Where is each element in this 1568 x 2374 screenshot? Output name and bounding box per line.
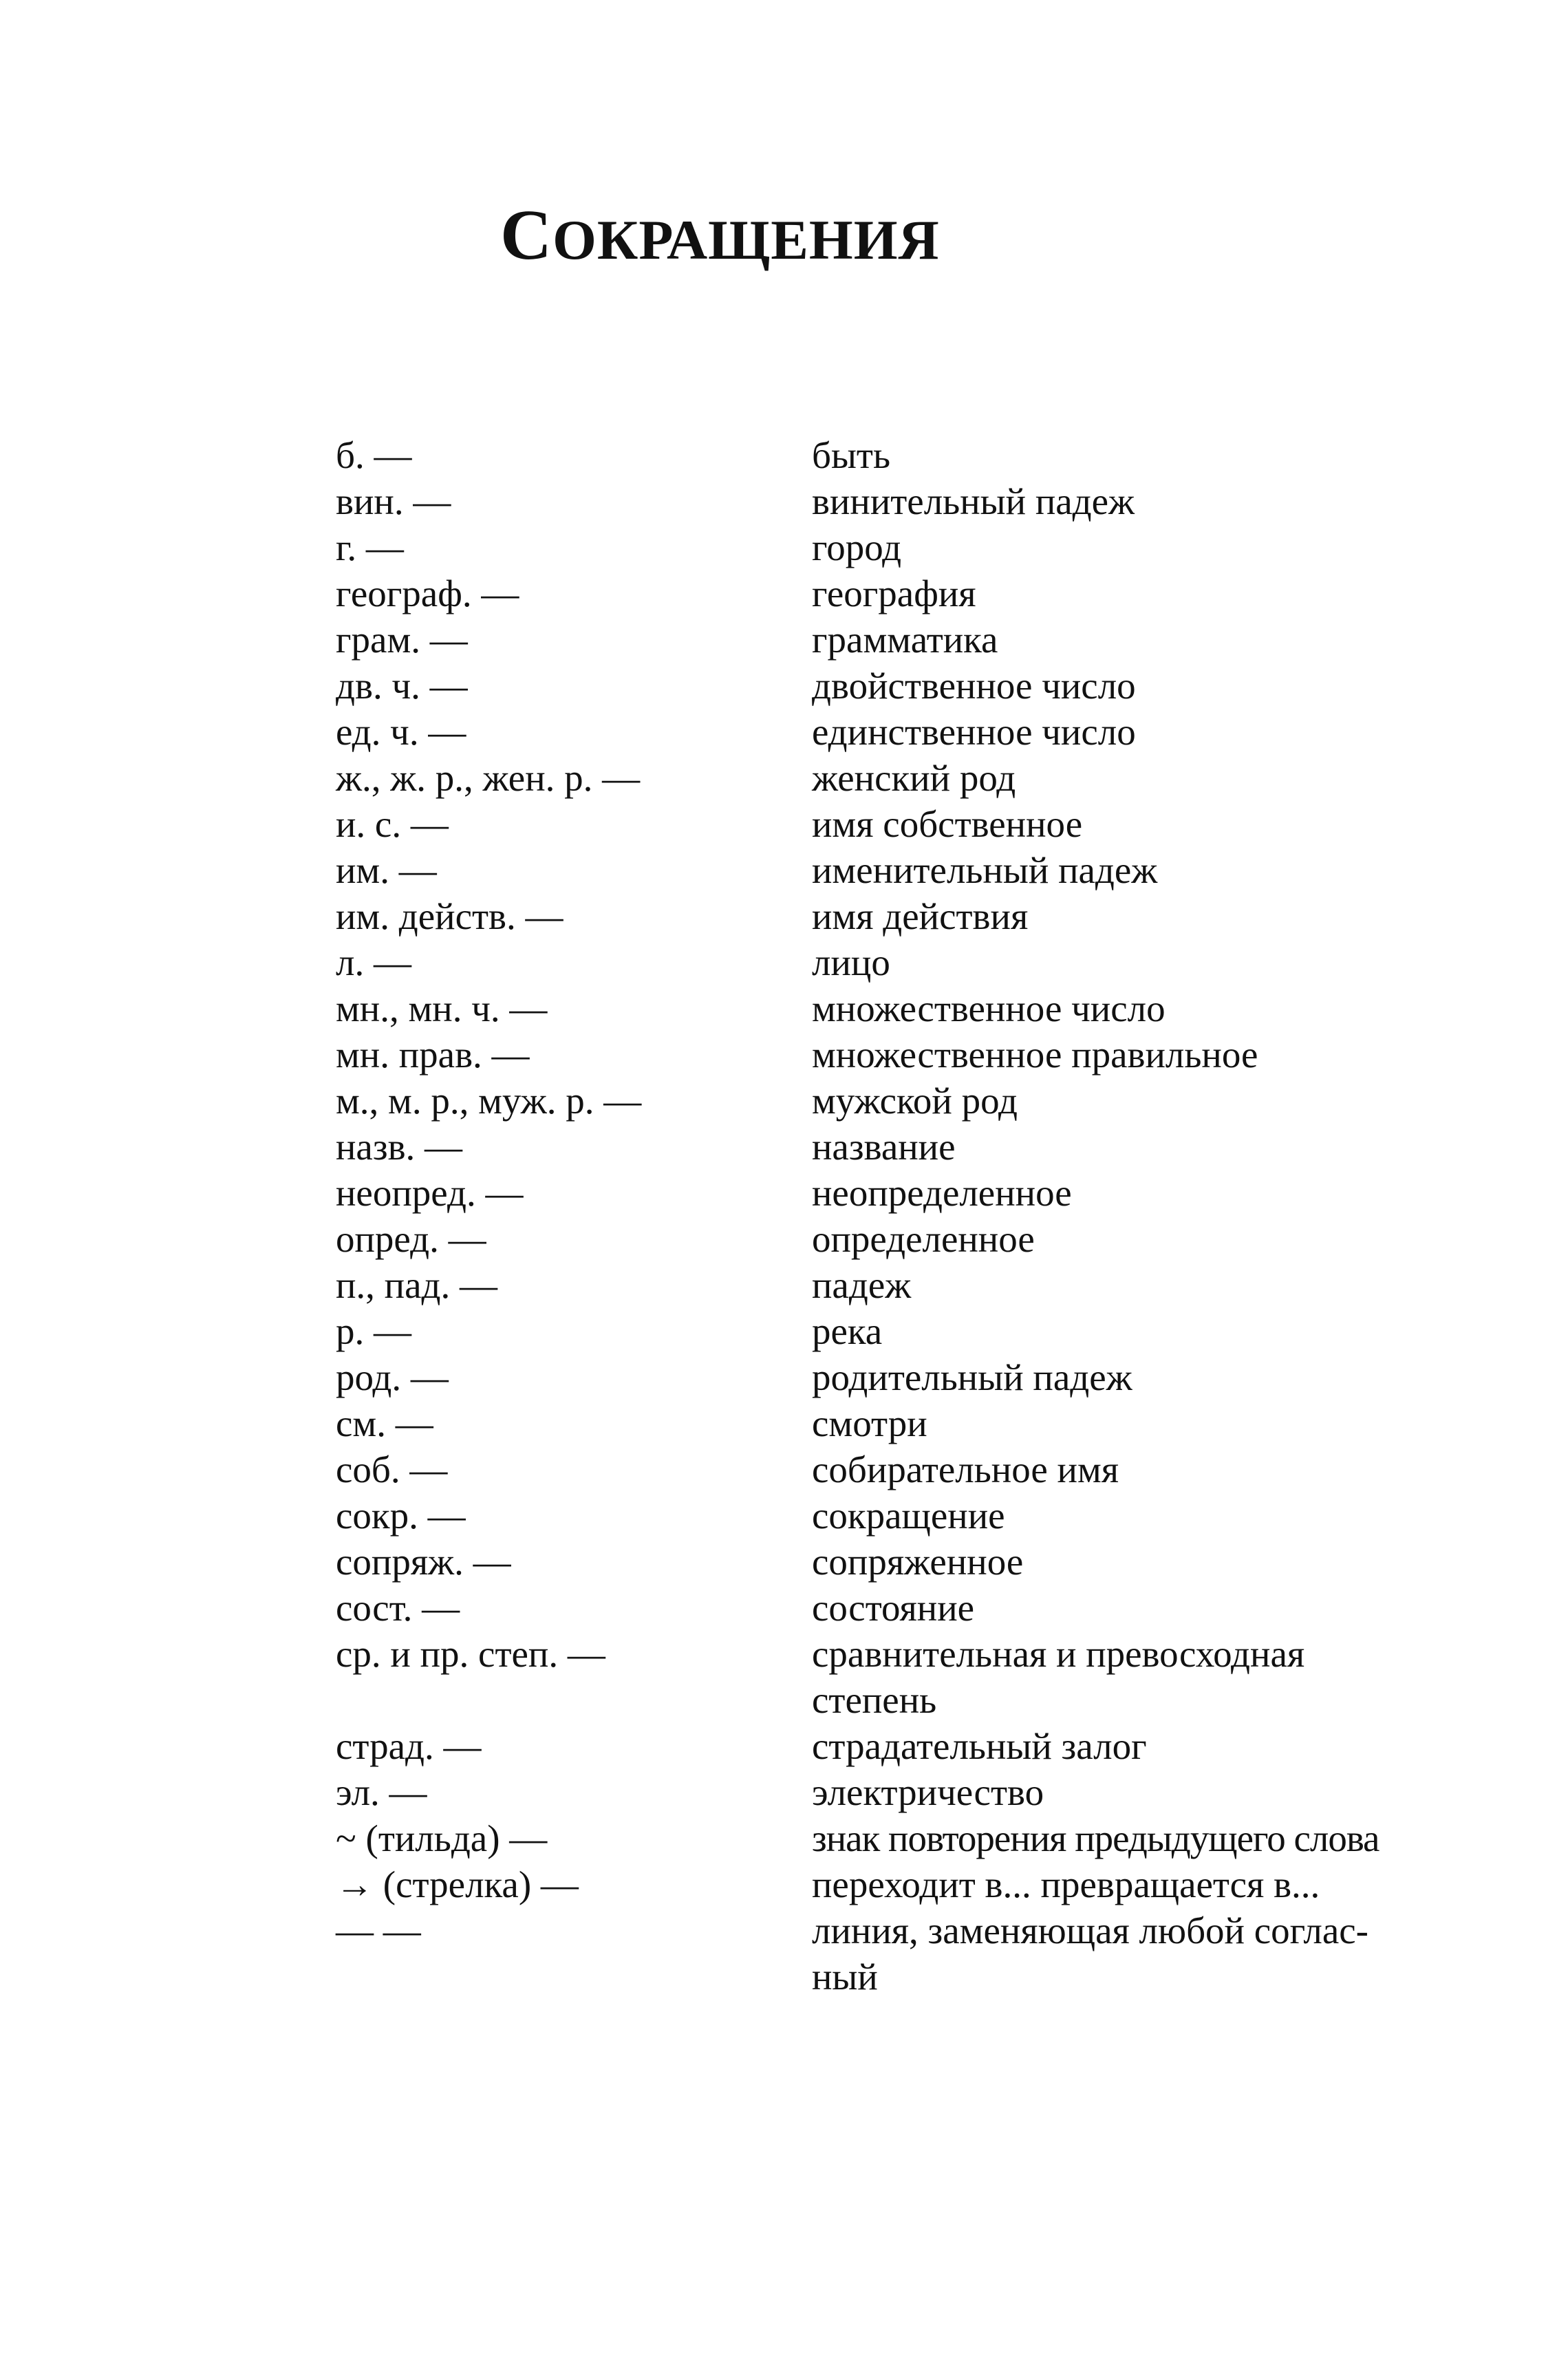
abbreviation: ж., ж. р., жен. р. —: [336, 757, 641, 799]
list-item: [0, 1446, 1568, 1493]
list-item: [0, 801, 1568, 847]
abbreviation: назв. —: [336, 1126, 463, 1168]
meaning-line-2: степень: [812, 1679, 937, 1721]
abbreviation: соб. —: [336, 1448, 448, 1490]
abbreviation-meaning: лицо: [812, 941, 890, 983]
list-item: [0, 663, 1568, 709]
list-item: [0, 478, 1568, 524]
abbreviation: → (стрелка) —: [336, 1863, 579, 1905]
list-item: [0, 893, 1568, 939]
abbreviation-meaning: множественное число: [812, 987, 1166, 1029]
list-item: [0, 709, 1568, 755]
list-item: [0, 1216, 1568, 1262]
list-item: [0, 1861, 1568, 1907]
abbreviation-meaning: [812, 1631, 1304, 1723]
abbreviation-meaning: электричество: [812, 1771, 1044, 1813]
list-item: [0, 1031, 1568, 1078]
abbreviation-meaning: падеж: [812, 1264, 912, 1306]
abbreviation-meaning: быть: [812, 434, 891, 476]
abbreviation-meaning: название: [812, 1126, 956, 1168]
abbreviation-meaning: именительный падеж: [812, 849, 1158, 891]
abbreviation-meaning: [812, 1907, 1368, 2000]
abbreviation-meaning: грамматика: [812, 619, 998, 661]
abbreviation-meaning: река: [812, 1310, 883, 1352]
abbreviation: р. —: [336, 1310, 411, 1352]
list-item: [0, 1170, 1568, 1216]
abbreviation: им. действ. —: [336, 895, 563, 937]
abbreviation: грам. —: [336, 619, 468, 661]
abbreviation: г. —: [336, 526, 404, 568]
list-item: [0, 1078, 1568, 1124]
abbreviation: м., м. р., муж. р. —: [336, 1080, 642, 1122]
abbreviation-meaning: собирательное имя: [812, 1448, 1119, 1490]
list-item: [0, 1493, 1568, 1539]
abbreviation-meaning: неопределенное: [812, 1172, 1072, 1214]
meaning-line-1: сравнительная и превосходная: [812, 1633, 1305, 1675]
abbreviation: мн., мн. ч. —: [336, 987, 548, 1029]
list-item: [0, 1585, 1568, 1631]
abbreviation-meaning: страдательный залог: [812, 1725, 1147, 1767]
list-item: [0, 1354, 1568, 1400]
abbreviation: мн. прав. —: [336, 1034, 530, 1076]
abbreviation: эл. —: [336, 1771, 427, 1813]
abbreviation-meaning: сопряженное: [812, 1541, 1024, 1583]
list-item: [0, 985, 1568, 1031]
abbreviation: ед. ч. —: [336, 711, 466, 753]
list-item: [0, 1907, 1568, 2000]
abbreviation-meaning: город: [812, 526, 902, 568]
list-item: [0, 1539, 1568, 1585]
abbreviation-meaning: география: [812, 573, 976, 614]
abbreviation-meaning: сокращение: [812, 1495, 1005, 1537]
list-item: [0, 939, 1568, 985]
abbreviation-meaning: единственное число: [812, 711, 1136, 753]
list-item: [0, 524, 1568, 570]
abbreviation-meaning: определенное: [812, 1218, 1035, 1260]
abbreviation: и. с. —: [336, 803, 449, 845]
abbreviation: п., пад. —: [336, 1264, 498, 1306]
abbreviation: — —: [336, 1910, 421, 1951]
abbreviation-meaning: двойственное число: [812, 665, 1136, 707]
list-item: [0, 1769, 1568, 1815]
abbreviation: б. —: [336, 434, 412, 476]
abbreviation-meaning: винительный падеж: [812, 480, 1135, 522]
list-item: [0, 755, 1568, 801]
abbreviation: географ. —: [336, 573, 519, 614]
abbreviation: им. —: [336, 849, 437, 891]
list-item: [0, 1308, 1568, 1354]
abbreviation-meaning: мужской род: [812, 1080, 1018, 1122]
abbreviation: сопряж. —: [336, 1541, 511, 1583]
abbreviation: ~ (тильда) —: [336, 1817, 548, 1859]
list-item: [0, 570, 1568, 617]
list-item: [0, 617, 1568, 663]
abbreviation-meaning: имя собственное: [812, 803, 1083, 845]
page-title: СОКРАЩЕНИЯ: [500, 195, 940, 275]
list-item: [0, 1815, 1568, 1861]
abbreviation: страд. —: [336, 1725, 482, 1767]
abbreviation-meaning: множественное правильное: [812, 1034, 1258, 1076]
abbreviation: см. —: [336, 1402, 433, 1444]
meaning-line-1: линия, заменяющая любой соглас-: [812, 1910, 1368, 1951]
abbreviation-meaning: знак повторения предыдущего слова: [812, 1817, 1379, 1859]
list-item: [0, 1262, 1568, 1308]
list-item: [0, 432, 1568, 478]
list-item: [0, 1400, 1568, 1446]
list-item: [0, 1631, 1568, 1723]
abbreviation-meaning: имя действия: [812, 895, 1029, 937]
list-item: [0, 847, 1568, 893]
abbreviation-meaning: переходит в... превращается в...: [812, 1863, 1320, 1905]
abbreviation: неопред. —: [336, 1172, 524, 1214]
abbreviation-meaning: смотри: [812, 1402, 927, 1444]
abbreviation: вин. —: [336, 480, 451, 522]
abbreviation-list: [0, 432, 1568, 2000]
list-item: [0, 1723, 1568, 1769]
abbreviation: род. —: [336, 1356, 449, 1398]
abbreviation: сост. —: [336, 1587, 460, 1629]
abbreviation-meaning: женский род: [812, 757, 1016, 799]
abbreviation: опред. —: [336, 1218, 486, 1260]
abbreviation: сокр. —: [336, 1495, 466, 1537]
abbreviation: ср. и пр. степ. —: [336, 1633, 605, 1675]
meaning-line-2: ный: [812, 1956, 878, 1998]
list-item: [0, 1124, 1568, 1170]
abbreviation-meaning: родительный падеж: [812, 1356, 1132, 1398]
abbreviation: л. —: [336, 941, 411, 983]
abbreviation: дв. ч. —: [336, 665, 468, 707]
abbreviation-meaning: состояние: [812, 1587, 975, 1629]
